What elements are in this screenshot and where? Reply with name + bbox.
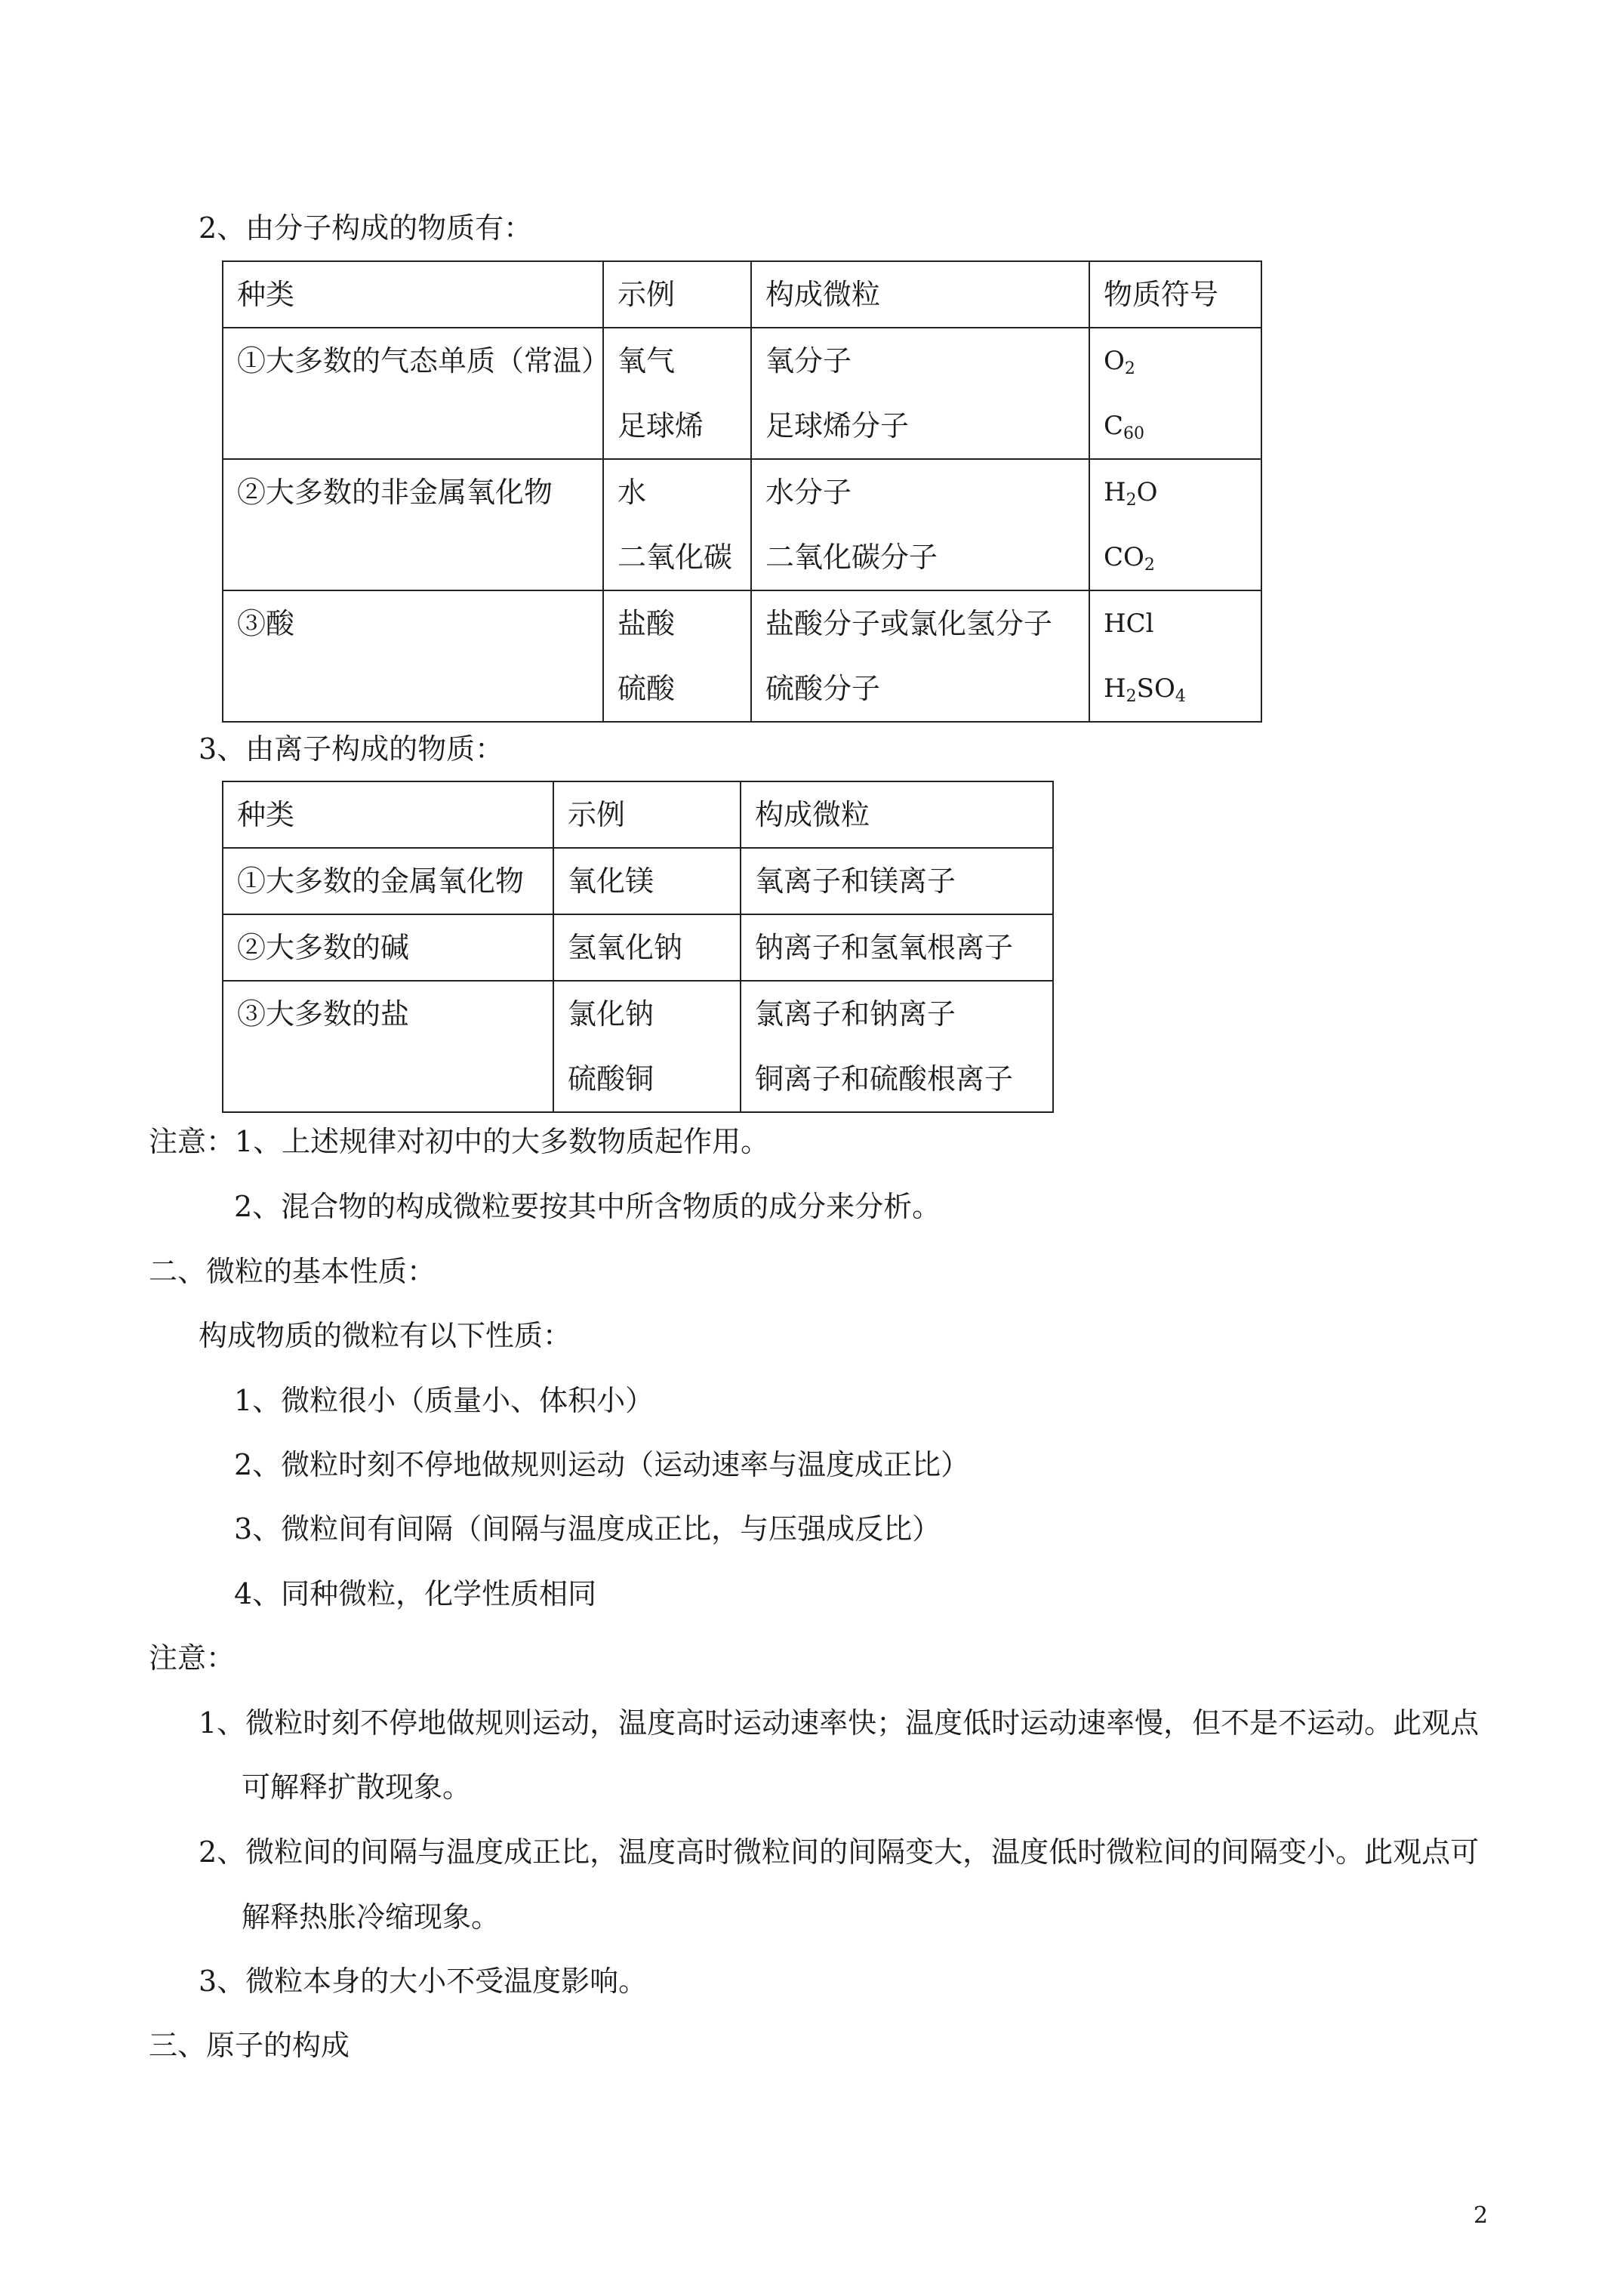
header-example: 示例 xyxy=(553,781,741,848)
note-item-continuation: 解释热胀冷缩现象。 xyxy=(242,1900,500,1934)
particle-cell: 氯离子和钠离子 xyxy=(755,997,956,1031)
note-item-continuation: 可解释扩散现象。 xyxy=(242,1771,472,1804)
note-item-line: 1、微粒时刻不停地做规则运动，温度高时运动速率快；温度低时运动速率慢，但不是不运动。此观点 xyxy=(199,1706,1480,1740)
example-cell: 足球烯 xyxy=(617,409,704,442)
header-example: 示例 xyxy=(603,261,751,328)
formula: $H_2O$ xyxy=(1104,477,1158,510)
particle-cell: 硫酸分子 xyxy=(765,672,881,705)
formula: HCl xyxy=(1104,609,1154,639)
note-item-line: 2、微粒间的间隔与温度成正比，温度高时微粒间的间隔变大，温度低时微粒间的间隔变小。此观点可 xyxy=(199,1835,1480,1869)
table-row xyxy=(223,914,1053,981)
header-symbol: 物质符号 xyxy=(1089,261,1261,328)
property-item: 2、微粒时刻不停地做规则运动（运动速率与温度成正比） xyxy=(234,1448,970,1481)
table-row xyxy=(223,848,1053,914)
formula: $H_2SO_4$ xyxy=(1104,673,1186,706)
part-2-intro: 构成物质的微粒有以下性质： xyxy=(199,1319,572,1352)
molecular-substances-table xyxy=(222,260,1262,723)
example-cell: 硫酸铜 xyxy=(568,1062,654,1096)
note-item-line: 3、微粒本身的大小不受温度影响。 xyxy=(199,1965,648,1998)
table-row xyxy=(223,459,1261,590)
page-number: 2 xyxy=(1474,2202,1489,2229)
property-item: 4、同种微粒，化学性质相同 xyxy=(234,1577,597,1610)
particle-cell: 二氧化碳分子 xyxy=(765,541,938,574)
formula: $CO_2$ xyxy=(1104,542,1155,575)
particle-cell: 水分子 xyxy=(765,476,852,509)
part-2-heading: 二、微粒的基本性质： xyxy=(149,1255,436,1288)
particle-cell: 氧离子和镁离子 xyxy=(741,848,1053,914)
section-2-heading: 2、由分子构成的物质有： xyxy=(199,211,533,245)
example-cell: 氢氧化钠 xyxy=(553,914,741,981)
table-row xyxy=(223,328,1261,459)
example-cell: 氯化钠 xyxy=(568,997,654,1031)
example-cell: 二氧化碳 xyxy=(617,541,733,574)
table-row xyxy=(223,590,1261,722)
example-cell: 氧气 xyxy=(617,344,676,378)
ionic-substances-table xyxy=(222,781,1054,1113)
table-header-row xyxy=(223,781,1053,848)
particle-cell: 盐酸分子或氯化氢分子 xyxy=(765,607,1053,640)
formula: $O_2$ xyxy=(1104,346,1135,378)
example-cell: 氧化镁 xyxy=(553,848,741,914)
particle-cell: 足球烯分子 xyxy=(765,409,910,442)
note-2-label: 注意： xyxy=(149,1641,236,1675)
property-item: 3、微粒间有间隔（间隔与温度成正比，与压强成反比） xyxy=(234,1512,941,1546)
category-cell: ②大多数的非金属氧化物 xyxy=(237,476,553,509)
particle-cell: 铜离子和硫酸根离子 xyxy=(755,1062,1014,1096)
note-1-line-2: 2、混合物的构成微粒要按其中所含物质的成分来分析。 xyxy=(234,1190,941,1223)
header-category: 种类 xyxy=(223,781,553,848)
property-item: 1、微粒很小（质量小、体积小） xyxy=(234,1384,654,1417)
particle-cell: 氧分子 xyxy=(765,344,852,378)
table-header-row xyxy=(223,261,1261,328)
category-cell: ①大多数的金属氧化物 xyxy=(223,848,553,914)
section-3-heading: 3、由离子构成的物质： xyxy=(199,732,504,766)
note-1-line-1: 注意：1、上述规律对初中的大多数物质起作用。 xyxy=(149,1125,770,1158)
example-cell: 硫酸 xyxy=(617,672,676,705)
category-cell: ③酸 xyxy=(237,607,295,640)
category-cell: ①大多数的气态单质（常温） xyxy=(237,344,611,378)
header-particles: 构成微粒 xyxy=(741,781,1053,848)
part-3-heading: 三、原子的构成 xyxy=(149,2029,350,2062)
header-category: 种类 xyxy=(223,261,603,328)
category-cell: ②大多数的碱 xyxy=(223,914,553,981)
header-particles: 构成微粒 xyxy=(751,261,1089,328)
formula: $C_{60}$ xyxy=(1104,411,1145,443)
category-cell: ③大多数的盐 xyxy=(237,997,410,1031)
particle-cell: 钠离子和氢氧根离子 xyxy=(741,914,1053,981)
example-cell: 水 xyxy=(617,476,647,509)
example-cell: 盐酸 xyxy=(617,607,676,640)
table-row xyxy=(223,981,1053,1112)
